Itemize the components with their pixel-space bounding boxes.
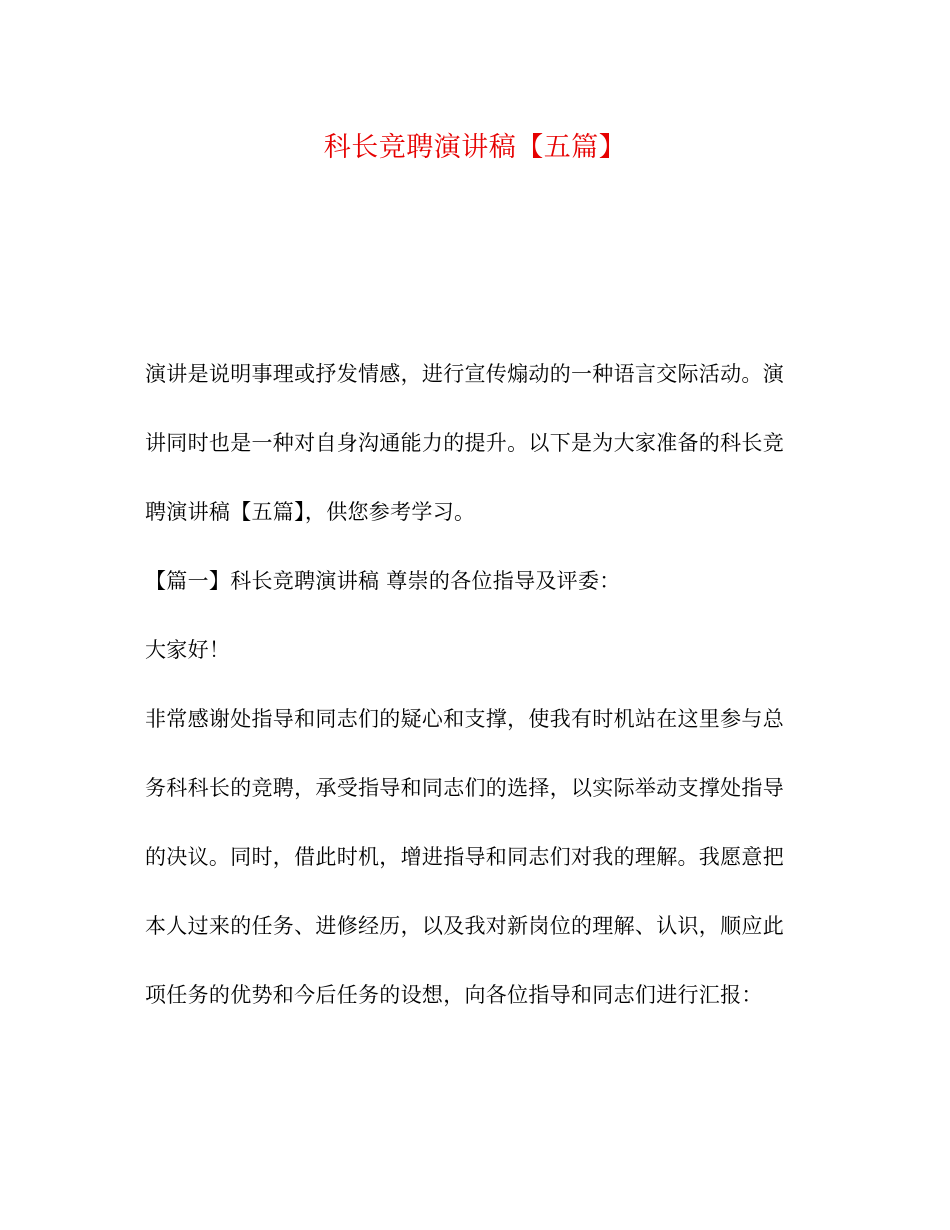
paragraph-line: 讲同时也是一种对自身沟通能力的提升。以下是为大家准备的科长竞 [145, 431, 784, 455]
paragraph-line: 的决议。同时，借此时机，增进指导和同志们对我的理解。我愿意把 [145, 845, 784, 869]
paragraph-line: 演讲是说明事理或抒发情感，进行宣传煽动的一种语言交际活动。演 [145, 362, 784, 386]
document-title: 科长竞聘演讲稿【五篇】 [323, 132, 627, 163]
paragraph-line: 聘演讲稿【五篇】，供您参考学习。 [145, 500, 476, 524]
section-heading-line: 【篇一】科长竞聘演讲稿 尊崇的各位指导及评委： [145, 569, 621, 593]
greeting-line: 大家好！ [145, 638, 231, 662]
paragraph-line: 非常感谢处指导和同志们的疑心和支撑，使我有时机站在这里参与总 [145, 707, 784, 731]
paragraph-line: 本人过来的任务、进修经历，以及我对新岗位的理解、认识，顺应此 [145, 914, 784, 938]
paragraph-line: 项任务的优势和今后任务的设想，向各位指导和同志们进行汇报： [145, 983, 763, 1007]
document-body [145, 358, 805, 1048]
paragraph-line: 务科科长的竞聘，承受指导和同志们的选择，以实际举动支撑处指导 [145, 776, 784, 800]
